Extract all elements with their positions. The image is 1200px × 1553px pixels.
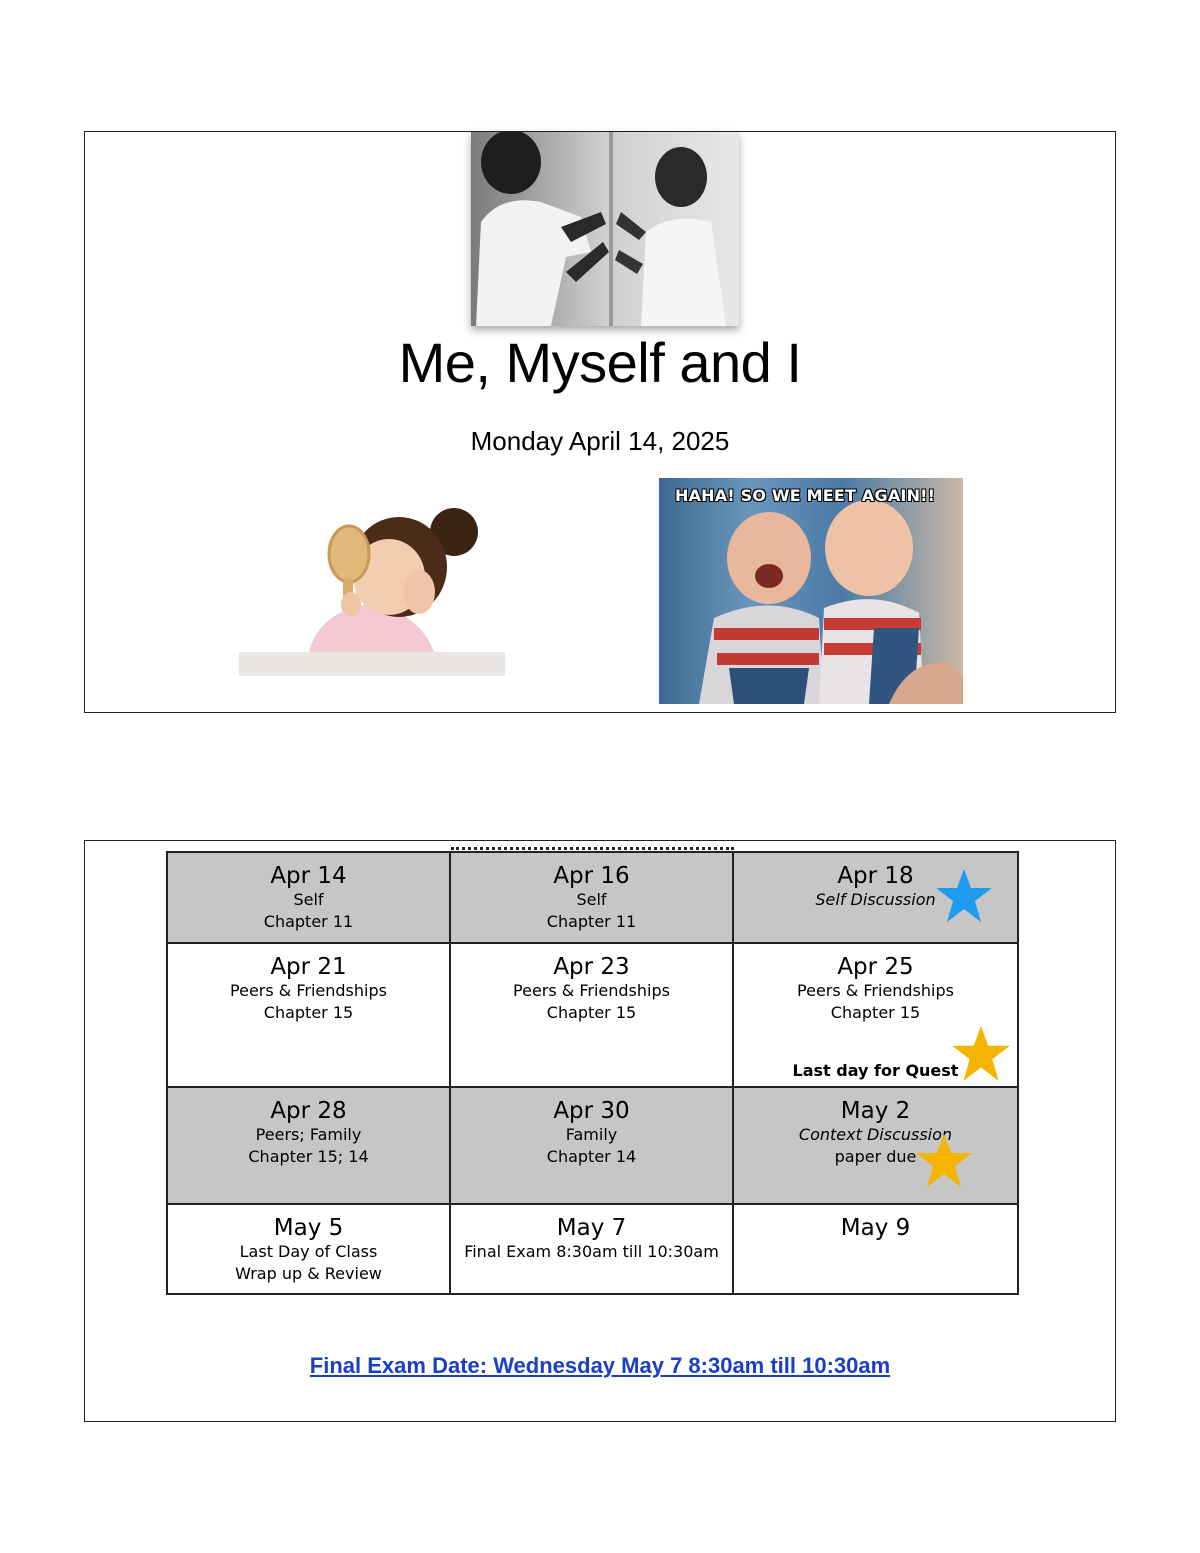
- baby-mirror-meme: [659, 478, 963, 704]
- cell-date: May 2: [840, 1098, 911, 1124]
- slide-title: Me, Myself and I: [398, 331, 802, 394]
- cell-topic: Context Discussion: [798, 1125, 953, 1144]
- schedule-cell: [167, 1087, 450, 1204]
- cell-note: paper due: [834, 1147, 917, 1166]
- schedule-cell: [167, 943, 450, 1087]
- cell-topic: Last Day of Class: [239, 1242, 378, 1261]
- cell-chapter: Chapter 11: [546, 912, 637, 931]
- cell-topic: Self Discussion: [815, 890, 936, 909]
- gold-star-icon: [950, 1024, 1012, 1084]
- schedule-cell: [733, 1204, 1018, 1294]
- schedule-cell: [733, 852, 1018, 943]
- table-row: [167, 1204, 1018, 1294]
- cell-chapter: Chapter 15; 14: [248, 1147, 369, 1166]
- cell-date: Apr 14: [270, 863, 347, 889]
- cell-topic: Peers & Friendships: [797, 981, 954, 1000]
- girl-with-mirror-photo: [239, 492, 505, 676]
- table-row: [167, 852, 1018, 943]
- schedule-cell: [450, 852, 733, 943]
- cell-date: Apr 30: [553, 1098, 630, 1124]
- schedule-cell: [733, 1087, 1018, 1204]
- cell-topic: Self: [293, 890, 324, 909]
- schedule-cell: [167, 1204, 450, 1294]
- quest-deadline-note: Last day for Quest: [792, 1061, 959, 1080]
- blue-star-icon: [934, 867, 994, 925]
- gold-star-icon: [914, 1132, 974, 1190]
- cell-chapter: Chapter 15: [546, 1003, 637, 1022]
- schedule-cell: [450, 1087, 733, 1204]
- cell-topic: Final Exam 8:30am till 10:30am: [464, 1242, 719, 1261]
- schedule-cell: [450, 1204, 733, 1294]
- schedule-cell: [733, 943, 1018, 1087]
- table-row: [167, 1087, 1018, 1204]
- cell-date: May 5: [273, 1215, 344, 1241]
- cell-date: May 9: [840, 1215, 911, 1241]
- title-slide: [84, 131, 1116, 713]
- cell-chapter: Chapter 11: [263, 912, 354, 931]
- meme-caption: HAHA! SO WE MEET AGAIN!!: [675, 486, 936, 505]
- final-exam-link[interactable]: Final Exam Date: Wednesday May 7 8:30am till 10:30am: [309, 1353, 891, 1378]
- schedule-table: [166, 851, 1019, 1295]
- cell-topic: Self: [576, 890, 607, 909]
- table-row: [167, 943, 1018, 1087]
- cell-topic: Family: [565, 1125, 618, 1144]
- cell-date: Apr 23: [553, 954, 630, 980]
- dotted-divider: [451, 847, 734, 850]
- cell-chapter: Chapter 15: [830, 1003, 921, 1022]
- cell-date: May 7: [556, 1215, 627, 1241]
- cell-topic: Peers & Friendships: [513, 981, 670, 1000]
- slide-date: Monday April 14, 2025: [470, 426, 730, 456]
- cell-date: Apr 16: [553, 863, 630, 889]
- schedule-slide: [84, 840, 1116, 1422]
- cell-note: Wrap up & Review: [235, 1264, 382, 1283]
- cell-date: Apr 18: [837, 863, 914, 889]
- cell-chapter: Chapter 15: [263, 1003, 354, 1022]
- schedule-cell: [167, 852, 450, 943]
- mirror-boys-photo: [471, 132, 739, 326]
- cell-chapter: Chapter 14: [546, 1147, 637, 1166]
- cell-date: Apr 21: [270, 954, 347, 980]
- cell-date: Apr 25: [837, 954, 914, 980]
- cell-date: Apr 28: [270, 1098, 347, 1124]
- schedule-cell: [450, 943, 733, 1087]
- cell-topic: Peers; Family: [255, 1125, 362, 1144]
- cell-topic: Peers & Friendships: [230, 981, 387, 1000]
